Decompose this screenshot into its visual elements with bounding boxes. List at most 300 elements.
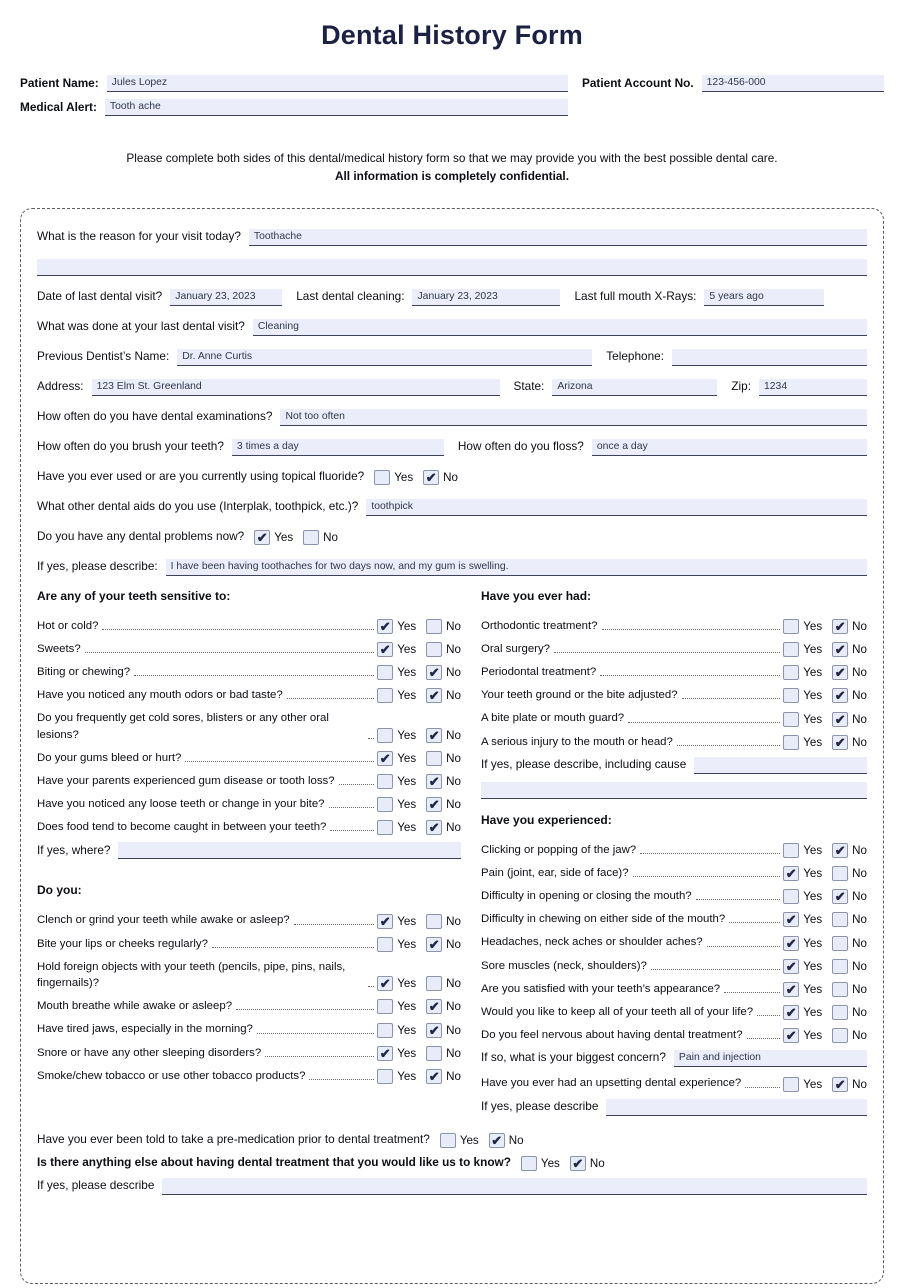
question-label: Hold foreign objects with your teeth (pencils, pipe, pins, nails, fingernails)? <box>37 960 346 989</box>
xrays-value: 5 years ago <box>709 290 764 302</box>
no-label: No <box>852 712 867 726</box>
yes-checkbox[interactable]: ✔ <box>783 1005 799 1020</box>
biggest-concern-label: If so, what is your biggest concern? <box>481 1050 666 1065</box>
brush-frequency-value: 3 times a day <box>236 440 299 452</box>
final-describe-label: If yes, please describe <box>37 1177 155 1192</box>
dental-problems-label: Do you have any dental problems now? <box>37 528 245 543</box>
last-visit-done-label: What was done at your last dental visit? <box>37 318 245 333</box>
dotted-leader <box>212 947 374 948</box>
no-checkbox[interactable]: ✔ <box>426 665 442 680</box>
question-label: Mouth breathe while awake or asleep? <box>37 1000 233 1013</box>
yes-label: Yes <box>397 619 417 633</box>
yes-label: Yes <box>803 890 823 904</box>
ever-had-cause-label: If yes, please describe, including cause <box>481 756 687 771</box>
question-label: Periodontal treatment? <box>481 665 597 678</box>
yes-no-group <box>783 619 867 634</box>
question-label: Clicking or popping of the jaw? <box>481 843 637 856</box>
address-value: 123 Elm St. Greenland <box>96 380 202 392</box>
question-row <box>37 1068 461 1084</box>
yes-label: Yes <box>397 666 417 680</box>
no-label: No <box>446 914 461 928</box>
question-row <box>481 981 867 997</box>
no-label: No <box>446 977 461 991</box>
question-label: Your teeth ground or the bite adjusted? <box>481 689 678 702</box>
question-label: Do your gums bleed or hurt? <box>37 751 182 764</box>
dotted-leader <box>757 1015 780 1016</box>
yes-no-group <box>377 1069 461 1084</box>
dotted-leader <box>682 698 781 699</box>
no-checkbox[interactable]: ✔ <box>426 1069 442 1084</box>
yes-no-group <box>783 912 867 927</box>
medical-alert-label: Medical Alert: <box>20 100 97 115</box>
yes-no-group <box>783 1077 867 1092</box>
no-label: No <box>852 867 867 881</box>
fluoride-label: Have you ever used or are you currently using topical fluoride? <box>37 468 365 483</box>
dotted-leader <box>707 946 781 947</box>
visit-reason-label: What is the reason for your visit today? <box>37 228 241 243</box>
exam-frequency-field[interactable] <box>280 409 867 426</box>
yes-no-group <box>377 688 461 703</box>
yes-checkbox[interactable] <box>377 1069 393 1084</box>
yes-checkbox[interactable] <box>783 889 799 904</box>
patient-header-right <box>582 75 884 123</box>
yes-checkbox[interactable]: ✔ <box>783 912 799 927</box>
yes-no-group <box>783 936 867 951</box>
no-checkbox[interactable]: ✔ <box>426 1023 442 1038</box>
question-row <box>481 664 867 680</box>
no-checkbox[interactable] <box>832 936 848 951</box>
yes-checkbox[interactable] <box>783 665 799 680</box>
no-label: No <box>852 1077 867 1091</box>
no-checkbox[interactable] <box>426 1046 442 1061</box>
dotted-leader <box>309 1079 374 1080</box>
yes-label: Yes <box>803 843 823 857</box>
bottom-section <box>37 1132 867 1195</box>
last-cleaning-value: January 23, 2023 <box>417 290 498 302</box>
yes-label: Yes <box>803 666 823 680</box>
yes-label: Yes <box>397 798 417 812</box>
no-label: No <box>852 936 867 950</box>
no-checkbox[interactable]: ✔ <box>832 688 848 703</box>
right-column <box>481 589 867 1116</box>
yes-checkbox[interactable] <box>377 937 393 952</box>
yes-label: Yes <box>803 936 823 950</box>
yes-label: Yes <box>397 1046 417 1060</box>
yes-no-group <box>783 735 867 750</box>
no-checkbox[interactable]: ✔ <box>570 1156 586 1171</box>
question-label: Orthodontic treatment? <box>481 619 598 632</box>
yes-no-group <box>377 976 461 991</box>
yes-checkbox[interactable] <box>377 688 393 703</box>
no-checkbox[interactable] <box>832 912 848 927</box>
medical-alert-field[interactable] <box>105 99 568 116</box>
no-checkbox[interactable]: ✔ <box>426 820 442 835</box>
no-checkbox[interactable]: ✔ <box>423 470 439 485</box>
dotted-leader <box>339 784 375 785</box>
no-label: No <box>446 619 461 633</box>
question-row <box>481 734 867 750</box>
question-row <box>37 1045 461 1061</box>
yes-no-group <box>377 820 461 835</box>
dotted-leader <box>554 652 780 653</box>
yes-label: Yes <box>397 1069 417 1083</box>
question-label: Are you satisfied with your teeth’s appearance? <box>481 982 721 995</box>
yes-no-group <box>377 1023 461 1038</box>
question-label: Smoke/chew tobacco or use other tobacco products? <box>37 1069 306 1082</box>
question-label: Pain (joint, ear, side of face)? <box>481 866 629 879</box>
no-checkbox[interactable]: ✔ <box>426 797 442 812</box>
yes-no-group <box>377 619 461 634</box>
dotted-leader <box>640 853 780 854</box>
yes-label: Yes <box>803 983 823 996</box>
question-row <box>37 618 461 634</box>
question-row <box>37 819 461 835</box>
dotted-leader <box>134 675 374 676</box>
no-label: No <box>852 619 867 633</box>
yes-checkbox[interactable]: ✔ <box>377 642 393 657</box>
last-cleaning-field[interactable] <box>412 289 560 306</box>
question-label: Have tired jaws, especially in the morning? <box>37 1023 253 1036</box>
question-row <box>37 796 461 812</box>
question-label: Do you feel nervous about having dental treatment? <box>481 1029 743 1042</box>
no-checkbox[interactable]: ✔ <box>832 665 848 680</box>
question-label: Oral surgery? <box>481 642 551 655</box>
yes-no-group <box>783 688 867 703</box>
dental-aids-value: toothpick <box>371 500 413 512</box>
experienced-list <box>481 842 867 1044</box>
question-row <box>37 998 461 1014</box>
dotted-leader <box>329 807 375 808</box>
no-label: No <box>446 666 461 680</box>
dotted-leader <box>368 986 374 987</box>
previous-dentist-field[interactable] <box>177 349 592 366</box>
yes-checkbox[interactable] <box>783 619 799 634</box>
question-label: Have your parents experienced gum disease or tooth loss? <box>37 774 335 787</box>
yes-label: Yes <box>459 1133 479 1147</box>
question-label: Have you noticed any loose teeth or change in your bite? <box>37 798 325 811</box>
upsetting-describe-field[interactable] <box>606 1099 867 1116</box>
state-field[interactable] <box>552 379 717 396</box>
no-checkbox[interactable]: ✔ <box>832 619 848 634</box>
yes-checkbox[interactable] <box>377 665 393 680</box>
yes-label: Yes <box>397 937 417 951</box>
brush-frequency-field[interactable] <box>232 439 444 456</box>
zip-label: Zip: <box>731 378 751 393</box>
telephone-field[interactable] <box>672 349 867 366</box>
yes-checkbox[interactable] <box>377 999 393 1014</box>
no-checkbox[interactable]: ✔ <box>832 735 848 750</box>
no-checkbox[interactable]: ✔ <box>426 688 442 703</box>
yes-no-group <box>783 959 867 974</box>
no-label: No <box>446 751 461 765</box>
account-number-field[interactable] <box>702 75 884 92</box>
yes-checkbox[interactable]: ✔ <box>377 914 393 929</box>
yes-label: Yes <box>803 619 823 633</box>
no-checkbox[interactable]: ✔ <box>426 937 442 952</box>
yes-checkbox[interactable]: ✔ <box>377 976 393 991</box>
patient-name-field[interactable] <box>107 75 568 92</box>
yes-no-group <box>377 999 461 1014</box>
yes-checkbox[interactable] <box>377 774 393 789</box>
yes-label: Yes <box>397 821 417 835</box>
no-label: No <box>852 666 867 680</box>
no-checkbox[interactable]: ✔ <box>426 774 442 789</box>
dotted-leader <box>602 629 781 630</box>
intro-text <box>20 149 884 186</box>
no-checkbox[interactable]: ✔ <box>489 1133 505 1148</box>
last-visit-done-field[interactable] <box>253 319 867 336</box>
yes-label: Yes <box>397 689 417 703</box>
address-field[interactable] <box>92 379 500 396</box>
no-label: No <box>446 798 461 812</box>
yes-label: Yes <box>803 712 823 726</box>
no-checkbox[interactable]: ✔ <box>832 843 848 858</box>
question-row <box>481 687 867 703</box>
form-title: Dental History Form <box>321 20 583 50</box>
question-row <box>481 865 867 881</box>
yes-checkbox[interactable] <box>521 1156 537 1171</box>
question-row <box>481 641 867 657</box>
yes-checkbox[interactable] <box>783 688 799 703</box>
yes-label: Yes <box>397 728 417 742</box>
previous-dentist-value: Dr. Anne Curtis <box>182 350 253 362</box>
no-checkbox[interactable]: ✔ <box>426 999 442 1014</box>
yes-checkbox[interactable] <box>783 735 799 750</box>
yes-checkbox[interactable] <box>783 843 799 858</box>
zip-field[interactable] <box>759 379 867 396</box>
question-row <box>37 710 461 742</box>
visit-reason-value: Toothache <box>253 230 302 242</box>
visit-reason-field-line2[interactable] <box>37 259 867 276</box>
no-checkbox[interactable] <box>303 530 319 545</box>
yes-checkbox[interactable] <box>783 1077 799 1092</box>
yes-checkbox[interactable]: ✔ <box>377 1046 393 1061</box>
problems-describe-field[interactable] <box>166 559 867 576</box>
premedication-yes-no <box>440 1133 524 1148</box>
no-checkbox[interactable] <box>426 976 442 991</box>
question-row <box>481 934 867 950</box>
yes-checkbox[interactable]: ✔ <box>783 936 799 951</box>
no-label: No <box>446 775 461 789</box>
patient-header-left <box>20 75 568 123</box>
yes-no-group <box>377 797 461 812</box>
no-label: No <box>852 642 867 656</box>
sensitive-list <box>37 618 461 836</box>
experienced-list-2 <box>481 1075 867 1091</box>
dental-aids-field[interactable] <box>366 499 867 516</box>
ever-had-cause-field[interactable] <box>694 757 867 774</box>
yes-checkbox[interactable]: ✔ <box>783 1028 799 1043</box>
dotted-leader <box>368 738 374 739</box>
yes-label: Yes <box>394 470 414 484</box>
yes-checkbox[interactable]: ✔ <box>783 866 799 881</box>
biggest-concern-field[interactable] <box>674 1050 867 1067</box>
no-label: No <box>446 1069 461 1083</box>
question-row <box>481 911 867 927</box>
no-checkbox[interactable]: ✔ <box>832 642 848 657</box>
yes-label: Yes <box>803 735 823 749</box>
visit-reason-field[interactable] <box>249 229 867 246</box>
last-visit-date-label: Date of last dental visit? <box>37 288 163 303</box>
no-checkbox[interactable]: ✔ <box>426 728 442 743</box>
final-describe-field[interactable] <box>162 1178 867 1195</box>
yes-checkbox[interactable] <box>783 642 799 657</box>
yes-label: Yes <box>803 867 823 881</box>
yes-checkbox[interactable]: ✔ <box>783 982 799 997</box>
dotted-leader <box>102 629 374 630</box>
no-label: No <box>852 890 867 904</box>
yes-no-group <box>783 982 867 997</box>
brush-frequency-label: How often do you brush your teeth? <box>37 438 224 453</box>
dotted-leader <box>651 969 780 970</box>
no-checkbox[interactable] <box>832 866 848 881</box>
yes-no-group <box>377 642 461 657</box>
last-cleaning-label: Last dental cleaning: <box>296 288 405 303</box>
yes-label: Yes <box>803 1029 823 1043</box>
question-label: Hot or cold? <box>37 619 99 632</box>
do-you-list <box>37 912 461 1084</box>
dotted-leader <box>747 1038 781 1039</box>
medical-alert-value: Tooth ache <box>109 101 161 112</box>
biggest-concern-value: Pain and injection <box>678 1052 761 1064</box>
no-label: No <box>446 1046 461 1060</box>
no-checkbox[interactable] <box>426 914 442 929</box>
no-label: No <box>852 983 867 996</box>
no-label: No <box>443 470 458 484</box>
dotted-leader <box>724 992 780 993</box>
yes-label: Yes <box>803 959 823 973</box>
yes-no-group <box>783 1005 867 1020</box>
do-you-heading: Do you: <box>37 883 82 898</box>
dotted-leader <box>600 675 780 676</box>
account-number-value: 123-456-000 <box>706 77 766 88</box>
question-label: Would you like to keep all of your teeth all of your life? <box>481 1006 754 1018</box>
no-checkbox[interactable] <box>426 751 442 766</box>
floss-frequency-field[interactable] <box>592 439 867 456</box>
dotted-leader <box>677 745 780 746</box>
no-checkbox[interactable] <box>832 959 848 974</box>
dental-problems-yes-no <box>254 530 338 545</box>
question-label: Have you noticed any mouth odors or bad taste? <box>37 689 283 702</box>
ever-had-cause-field-line2[interactable] <box>481 782 867 799</box>
no-checkbox[interactable]: ✔ <box>832 712 848 727</box>
question-row <box>481 958 867 974</box>
question-label: Biting or chewing? <box>37 665 131 678</box>
patient-name-value: Jules Lopez <box>111 77 168 88</box>
question-label: A bite plate or mouth guard? <box>481 712 625 725</box>
ever-had-list <box>481 618 867 750</box>
no-checkbox[interactable]: ✔ <box>832 889 848 904</box>
question-row <box>481 710 867 726</box>
yes-label: Yes <box>397 1023 417 1037</box>
dotted-leader <box>294 924 375 925</box>
floss-frequency-value: once a day <box>596 440 648 452</box>
xrays-field[interactable] <box>704 289 824 306</box>
yes-checkbox[interactable] <box>374 470 390 485</box>
problems-describe-value: I have been having toothaches for two days now, and my gum is swelling. <box>170 560 509 572</box>
yes-label: Yes <box>397 914 417 928</box>
question-row <box>37 750 461 766</box>
yes-label: Yes <box>803 689 823 703</box>
state-value: Arizona <box>557 380 593 392</box>
yes-no-group <box>783 843 867 858</box>
question-label: Snore or have any other sleeping disorders? <box>37 1046 262 1059</box>
no-label: No <box>446 689 461 703</box>
yes-checkbox[interactable] <box>377 820 393 835</box>
no-checkbox[interactable] <box>832 1028 848 1043</box>
patient-name-label: Patient Name: <box>20 76 99 91</box>
zip-value: 1234 <box>764 380 788 392</box>
yes-no-group <box>783 889 867 904</box>
yes-no-group <box>783 1028 867 1043</box>
dotted-leader <box>633 876 781 877</box>
question-row <box>481 618 867 634</box>
yes-label: Yes <box>540 1156 560 1170</box>
question-row <box>37 959 461 991</box>
experienced-heading: Have you experienced: <box>481 812 612 827</box>
question-label: Difficulty in opening or closing the mouth? <box>481 890 692 903</box>
yes-checkbox[interactable] <box>440 1133 456 1148</box>
yes-label: Yes <box>397 977 417 991</box>
yes-checkbox[interactable]: ✔ <box>783 959 799 974</box>
yes-checkbox[interactable]: ✔ <box>254 530 270 545</box>
yes-no-group <box>377 665 461 680</box>
yes-label: Yes <box>803 913 823 927</box>
question-row <box>481 842 867 858</box>
address-label: Address: <box>37 378 84 393</box>
dotted-leader <box>236 1009 374 1010</box>
no-checkbox[interactable] <box>426 619 442 634</box>
yes-label: Yes <box>397 751 417 765</box>
yes-checkbox[interactable] <box>377 728 393 743</box>
no-label: No <box>446 1023 461 1037</box>
yes-checkbox[interactable] <box>377 797 393 812</box>
question-label: Clench or grind your teeth while awake or asleep? <box>37 914 290 927</box>
exam-frequency-value: Not too often <box>285 410 345 422</box>
question-label: Sore muscles (neck, shoulders)? <box>481 959 647 972</box>
intro-line1: Please complete both sides of this dental/medical history form so that we may provide you with the best possible dental care. <box>126 151 778 165</box>
patient-header <box>20 75 884 123</box>
yes-checkbox[interactable] <box>377 1023 393 1038</box>
yes-checkbox[interactable]: ✔ <box>377 751 393 766</box>
no-checkbox[interactable] <box>832 982 848 997</box>
anything-else-yes-no <box>521 1156 605 1171</box>
no-label: No <box>852 959 867 973</box>
no-checkbox[interactable] <box>832 1005 848 1020</box>
sensitive-if-yes-field[interactable] <box>118 842 461 859</box>
problems-describe-label: If yes, please describe: <box>37 558 158 573</box>
question-label: A serious injury to the mouth or head? <box>481 735 673 748</box>
question-row <box>481 1027 867 1043</box>
yes-no-group <box>377 1046 461 1061</box>
yes-checkbox[interactable] <box>783 712 799 727</box>
question-label: Headaches, neck aches or shoulder aches? <box>481 936 703 949</box>
dotted-leader <box>257 1033 374 1034</box>
yes-no-group <box>377 937 461 952</box>
question-row <box>37 1021 461 1037</box>
no-label: No <box>508 1133 524 1147</box>
no-checkbox[interactable]: ✔ <box>832 1077 848 1092</box>
no-label: No <box>446 937 461 951</box>
question-row <box>37 687 461 703</box>
question-row <box>37 936 461 952</box>
no-checkbox[interactable] <box>426 642 442 657</box>
left-column <box>37 589 461 1116</box>
yes-checkbox[interactable]: ✔ <box>377 619 393 634</box>
last-visit-date-field[interactable] <box>170 289 282 306</box>
question-row <box>481 888 867 904</box>
question-row <box>37 773 461 789</box>
